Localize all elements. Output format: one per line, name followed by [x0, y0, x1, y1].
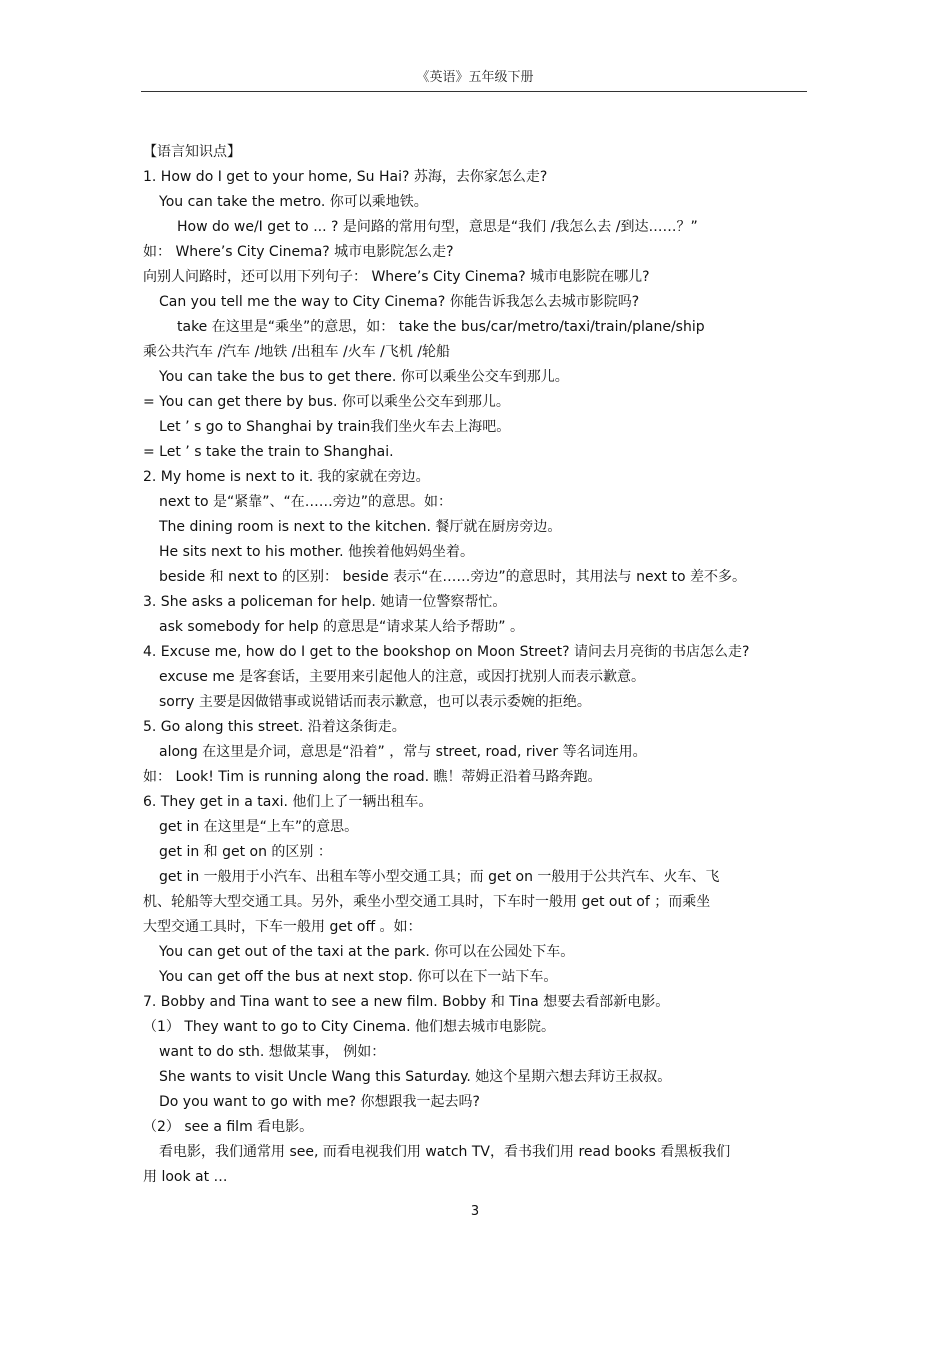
text-line: 向别人问路时，还可以用下列句子： Where’s City Cinema? 城市电影院在哪儿?: [143, 269, 650, 285]
text-line: 4. Excuse me, how do I get to the bookshop on Moon Street? 请问去月亮街的书店怎么走?: [143, 644, 750, 660]
text-line: 用 look at …: [143, 1169, 228, 1185]
text-line: get in 在这里是“上车”的意思。: [159, 819, 359, 835]
text-line: = Let ’ s take the train to Shanghai.: [143, 444, 394, 460]
text-line: 5. Go along this street. 沿着这条街走。: [143, 719, 406, 735]
text-line: The dining room is next to the kitchen. 餐厅就在厨房旁边。: [159, 519, 562, 535]
text-line: 如： Look! Tim is running along the road. 瞧！蒂姆正沿着马路奔跑。: [143, 769, 602, 785]
text-line: want to do sth. 想做某事， 例如：: [159, 1044, 386, 1060]
text-line: Let ’ s go to Shanghai by train我们坐火车去上海吧。: [159, 419, 511, 435]
text-line: 看电影，我们通常用 see, 而看电视我们用 watch TV，看书我们用 read books 看黑板我们: [159, 1144, 731, 1160]
text-line: ask somebody for help 的意思是“请求某人给予帮助” 。: [159, 619, 524, 635]
text-line: She wants to visit Uncle Wang this Saturday. 她这个星期六想去拜访王叔叔。: [159, 1069, 672, 1085]
header-rule: [141, 91, 807, 92]
text-line: 机、轮船等大型交通工具。另外，乘坐小型交通工具时，下车时一般用 get out of ；而乘坐: [143, 894, 711, 910]
text-line: You can take the metro. 你可以乘地铁。: [159, 194, 428, 210]
text-line: 2. My home is next to it. 我的家就在旁边。: [143, 469, 430, 485]
text-line: take 在这里是“乘坐”的意思，如： take the bus/car/metro/taxi/train/plane/ship: [177, 319, 705, 335]
text-line: （1） They want to go to City Cinema. 他们想去城市电影院。: [143, 1019, 556, 1035]
text-line: You can take the bus to get there. 你可以乘坐公交车到那儿。: [159, 369, 569, 385]
text-line: How do we/I get to ... ? 是问路的常用句型，意思是“我们 /我怎么去 /到达……？”: [177, 219, 698, 235]
text-line: You can get out of the taxi at the park. 你可以在公园处下车。: [159, 944, 575, 960]
text-line: 大型交通工具时，下车一般用 get off 。如：: [143, 919, 422, 935]
text-line: get in 一般用于小汽车、出租车等小型交通工具；而 get on 一般用于公共汽车、火车、飞: [159, 869, 720, 885]
text-line: 7. Bobby and Tina want to see a new film. Bobby 和 Tina 想要去看部新电影。: [143, 994, 670, 1010]
document-body: [143, 143, 807, 1193]
text-line: = You can get there by bus. 你可以乘坐公交车到那儿。: [143, 394, 510, 410]
text-line: along 在这里是介词，意思是“沿着” ，常与 street, road, river 等名词连用。: [159, 744, 647, 760]
text-line: excuse me 是客套话，主要用来引起他人的注意，或因打扰别人而表示歉意。: [159, 669, 646, 685]
text-line: beside 和 next to 的区别： beside 表示“在……旁边”的意思时，其用法与 next to 差不多。: [159, 569, 747, 585]
text-line: 【语言知识点】: [143, 144, 241, 160]
page-number: 3: [470, 1204, 480, 1219]
text-line: 如： Where’s City Cinema? 城市电影院怎么走?: [143, 244, 454, 260]
text-line: 1. How do I get to your home, Su Hai? 苏海，去你家怎么走?: [143, 169, 548, 185]
text-line: sorry 主要是因做错事或说错话而表示歉意，也可以表示委婉的拒绝。: [159, 694, 591, 710]
text-line: （2） see a film 看电影。: [143, 1119, 314, 1135]
text-line: You can get off the bus at next stop. 你可以在下一站下车。: [159, 969, 558, 985]
text-line: Do you want to go with me? 你想跟我一起去吗?: [159, 1094, 480, 1110]
text-line: 6. They get in a taxi. 他们上了一辆出租车。: [143, 794, 433, 810]
text-line: 乘公共汽车 /汽车 /地铁 /出租车 /火车 /飞机 /轮船: [143, 344, 451, 360]
text-line: next to 是“紧靠”、“在……旁边”的意思。如：: [159, 494, 452, 510]
text-line: He sits next to his mother. 他挨着他妈妈坐着。: [159, 544, 475, 560]
text-line: Can you tell me the way to City Cinema? 你能告诉我怎么去城市影院吗?: [159, 294, 640, 310]
text-line: 3. She asks a policeman for help. 她请一位警察帮忙。: [143, 594, 507, 610]
text-line: get in 和 get on 的区别 ：: [159, 844, 332, 860]
running-header: 《英语》五年级下册: [416, 70, 534, 85]
